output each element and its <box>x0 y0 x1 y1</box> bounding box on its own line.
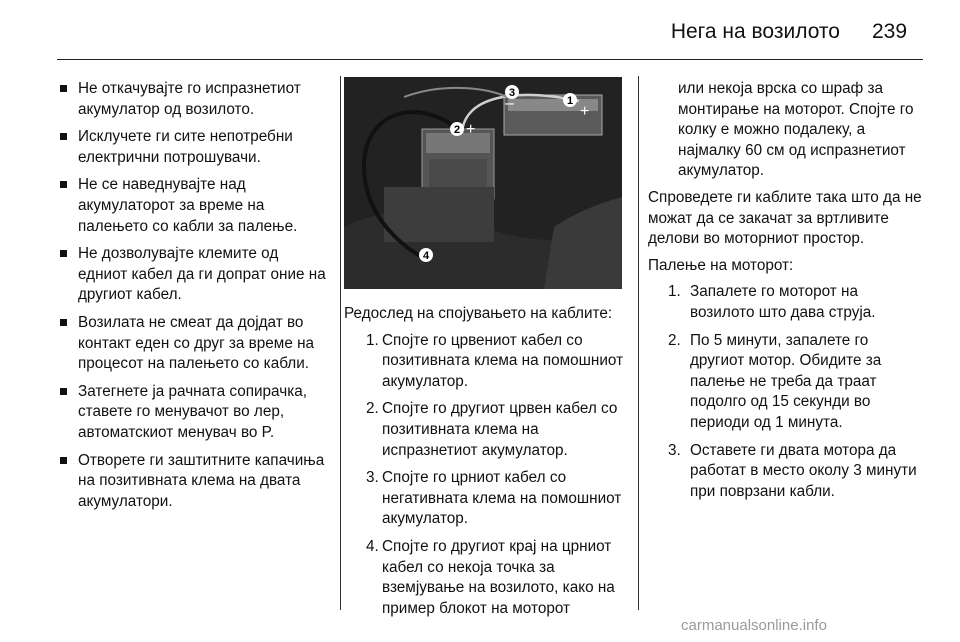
step-number: 2. <box>668 331 681 349</box>
bullet-item <box>58 244 330 306</box>
bullet-square-icon <box>60 457 67 464</box>
start-step <box>648 282 924 323</box>
bullet-item <box>58 313 330 375</box>
callout-3: 3 <box>508 87 516 99</box>
step-text: Спојте го другиот крај на црниот кабел со некоја точка за вземјување на возилото, како на пример блокот на моторот <box>382 537 615 617</box>
jump-start-illustration <box>344 77 622 289</box>
minus-sign: – <box>505 95 514 112</box>
step-text: Спојте го црвениот кабел со позитивната клема на помошниот акумулатор. <box>382 331 624 390</box>
bullet-square-icon <box>60 181 67 188</box>
bullet-square-icon <box>60 250 67 257</box>
engine-bay-drawing <box>344 77 622 289</box>
column-divider-right <box>638 76 639 610</box>
step-text: Спојте го црниот кабел со негативната клема на помошниот акумулатор. <box>382 469 622 528</box>
step-number: 4. <box>366 537 379 555</box>
step-number: 3. <box>366 469 379 487</box>
watermark-text: carmanualsonline.info <box>681 617 827 634</box>
start-step <box>648 331 924 434</box>
connection-step <box>344 331 632 393</box>
step-number: 3. <box>668 441 681 459</box>
bullet-square-icon <box>60 319 67 326</box>
step-text: Оставете ги двата мотора да работат в место околу 3 минути при поврзани кабли. <box>690 441 917 500</box>
bullet-square-icon <box>60 133 67 140</box>
page-header-title: Нега на возилото <box>670 20 840 43</box>
plus-sign-2: + <box>466 121 476 138</box>
engine-start-heading: Палење на моторот: <box>648 256 794 274</box>
step-number: 2. <box>366 400 379 418</box>
step-text: Спојте го другиот црвен кабел со позитивната клема на испразнетиот акумулатор. <box>382 400 618 459</box>
bullet-item <box>58 175 330 237</box>
plus-sign-1: + <box>580 103 590 120</box>
step-number: 1. <box>366 331 379 349</box>
bullet-item <box>58 127 330 168</box>
bullet-text: Затегнете ја рачната сопирачка, ставете го менувачот во лер, автоматскиот менувач во P. <box>78 382 307 441</box>
connection-order-intro: Редослед на спојувањето на каблите: <box>344 305 613 322</box>
callout-4: 4 <box>422 250 430 262</box>
bullet-square-icon <box>60 85 67 92</box>
bullet-item <box>58 382 330 444</box>
bullet-text: Не се наведнувајте над акумулаторот за време на палењето со кабли за палење. <box>78 176 298 235</box>
bullet-text: Исклучете ги сите непотребни електрични потрошувачи. <box>78 128 293 166</box>
header-divider <box>57 59 923 60</box>
bullet-item <box>58 451 330 513</box>
connection-step <box>344 399 632 461</box>
middle-column <box>344 304 632 626</box>
column-divider-left <box>340 76 341 610</box>
callout-2: 2 <box>453 124 461 136</box>
left-column <box>58 79 330 519</box>
step-text: По 5 минути, запалете го другиот мотор. Обидите за палење не треба да траат подолго од 15 секунди во периоди од 1 минута. <box>690 331 882 431</box>
step-continuation: или некоја врска со шраф за монтирање на моторот. Спојте го колку е можно подалеку, а најмалку 60 см од испразнетиот акумулатор. <box>678 80 914 180</box>
cable-routing-paragraph: Спроведете ги каблите така што да не можат да се закачат за вртливите делови во моторниот простор. <box>648 188 922 248</box>
bullet-item <box>58 79 330 120</box>
page-number: 239 <box>872 20 908 43</box>
bullet-text: Возилата не смеат да дојдат во контакт еден со друг за време на процесот на палењето со кабли. <box>78 313 315 373</box>
bullet-text: Отворете ги заштитните капачиња на позитивната клема на двата акумулатори. <box>78 451 325 510</box>
connection-step <box>344 537 632 619</box>
connection-step <box>344 468 632 530</box>
start-step <box>648 441 924 503</box>
bullet-square-icon <box>60 388 67 395</box>
step-number: 1. <box>668 283 681 301</box>
step-text: Запалете го моторот на возилото што дава струја. <box>690 283 876 321</box>
bullet-text: Не откачувајте го испразнетиот акумулатор од возилото. <box>78 80 301 118</box>
right-column <box>648 79 924 509</box>
bullet-text: Не дозволувајте клемите од едниот кабел да ги допрат оние на другиот кабел. <box>78 245 326 304</box>
callout-1: 1 <box>566 95 574 107</box>
